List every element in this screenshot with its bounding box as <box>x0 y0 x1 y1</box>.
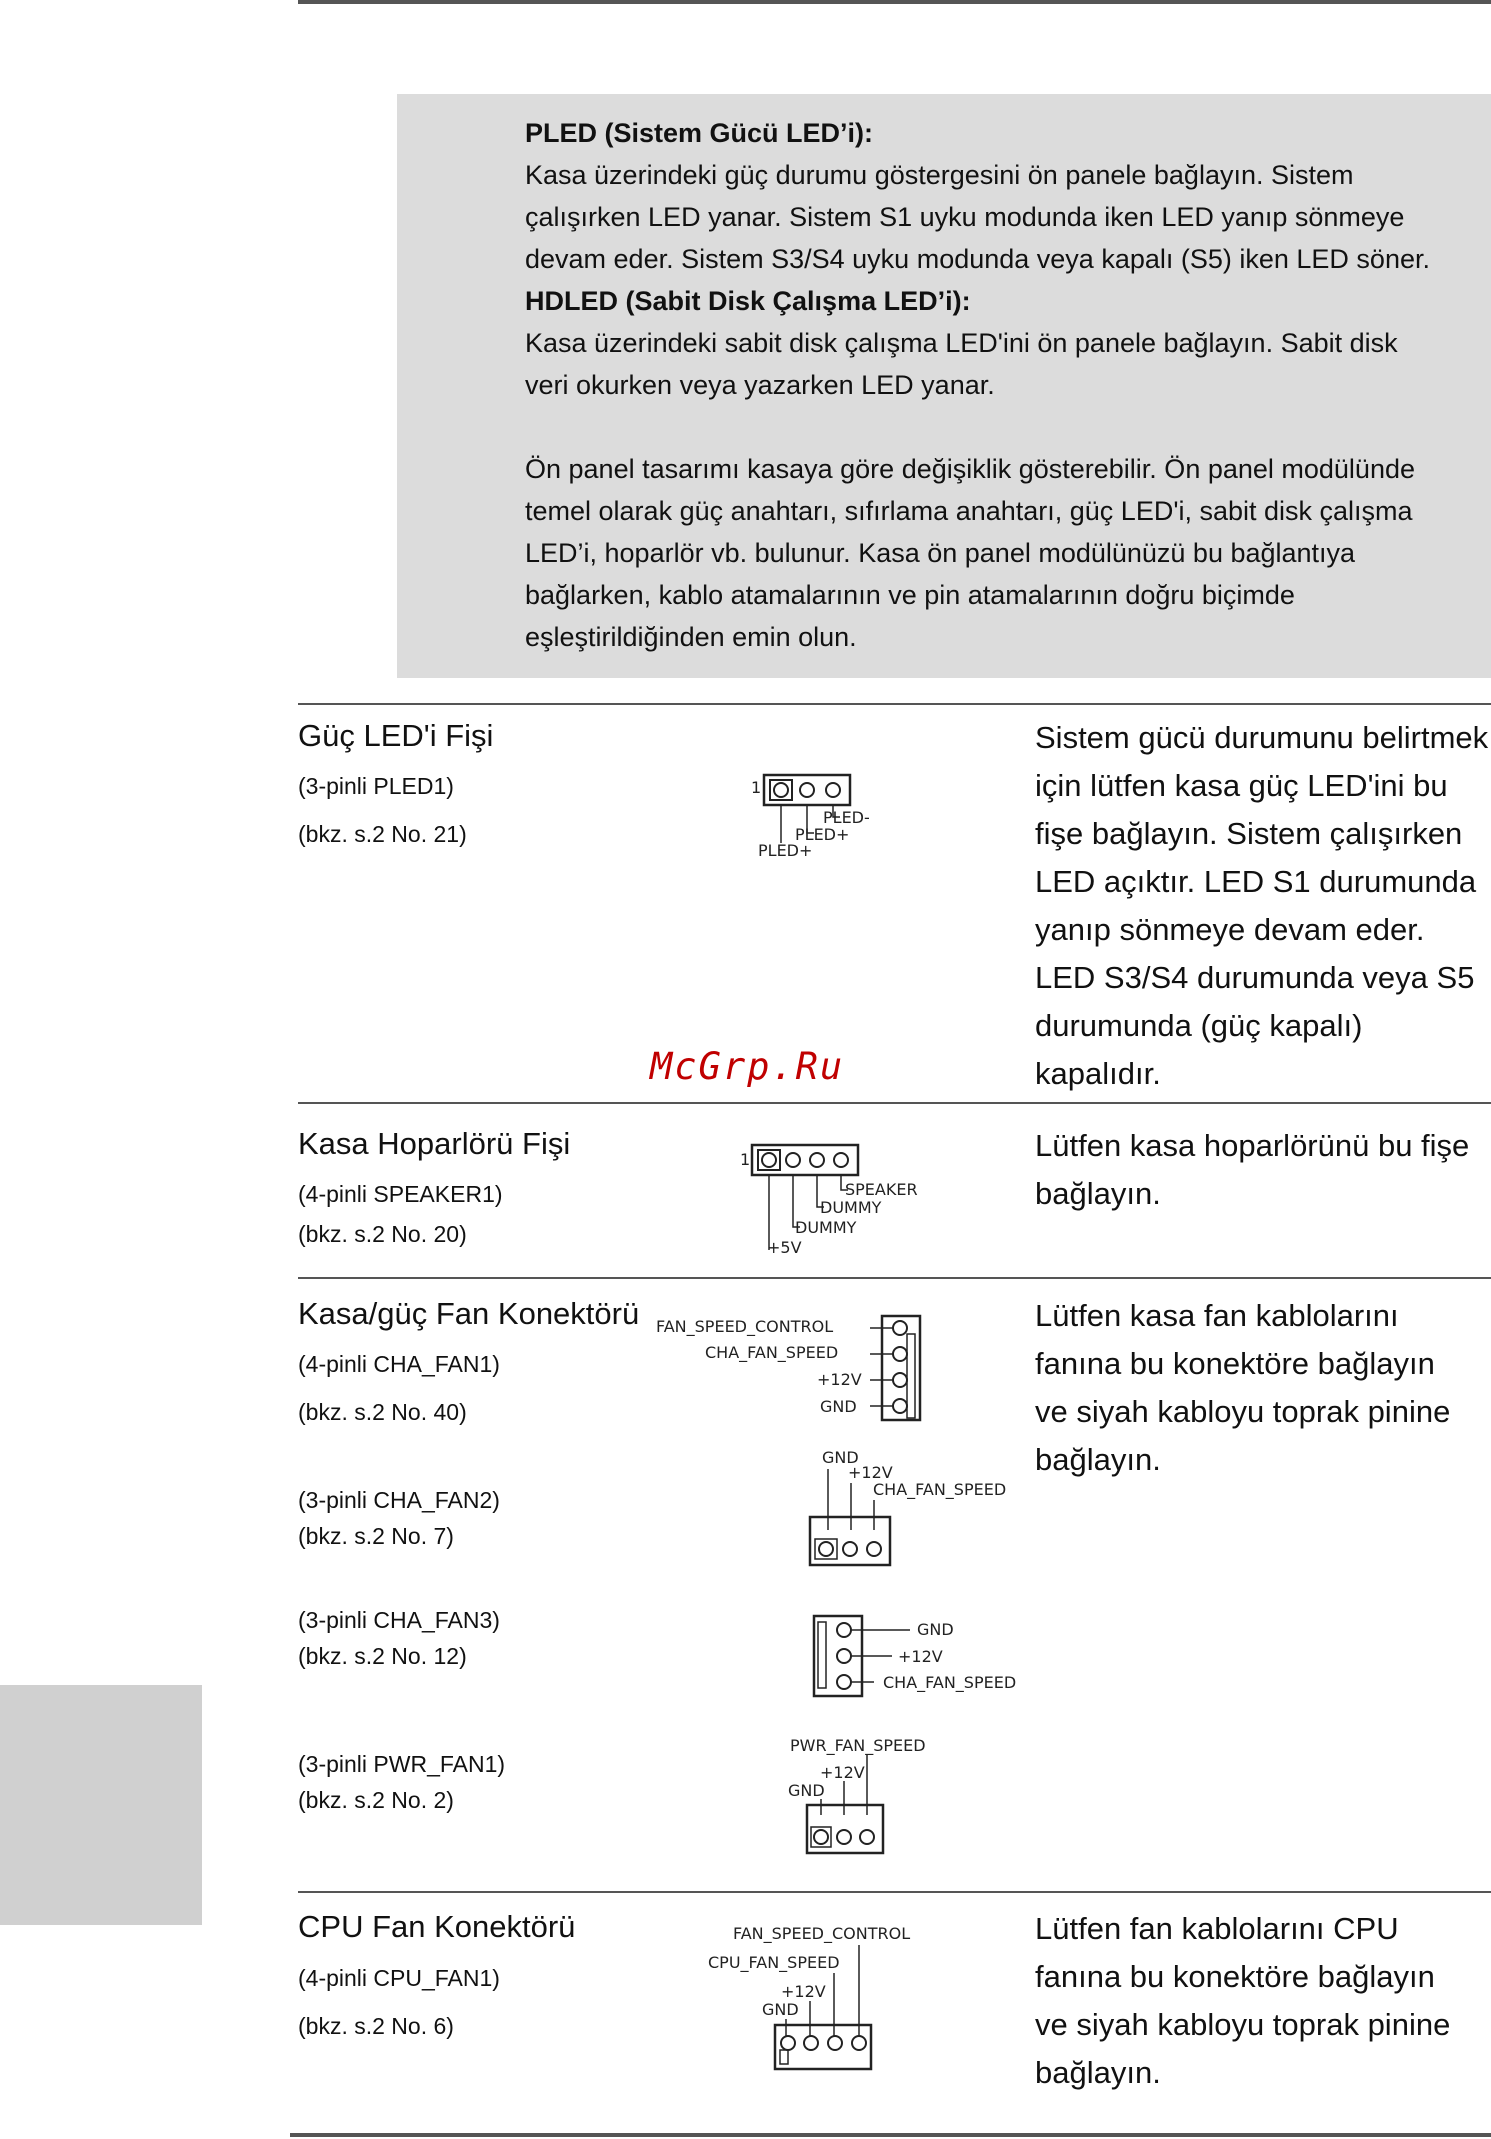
note-text <box>525 112 1491 658</box>
desc-line: Lütfen kasa fan kablolarını <box>1035 1298 1399 1333</box>
5v-label: +5V <box>767 1238 802 1257</box>
pled-heading: PLED (Sistem Gücü LED’i): <box>525 118 874 148</box>
chafan2-header-diagram <box>800 1445 1030 1570</box>
pled-description <box>1035 714 1491 1098</box>
cpufan-header-diagram <box>700 1915 940 2085</box>
note-line: temel olarak güç anahtarı, sıfırlama anahtarı, güç LED'i, sabit disk çalışma <box>525 496 1413 526</box>
section-divider <box>298 703 1491 705</box>
note-line: bağlarken, kablo atamalarının ve pin atamalarının doğru biçimde <box>525 580 1295 610</box>
desc-line: Lütfen fan kablolarını CPU <box>1035 1911 1399 1946</box>
side-tab <box>0 1685 202 1925</box>
note-line: devam eder. Sistem S3/S4 uyku modunda veya kapalı (S5) iken LED söner. <box>525 244 1430 274</box>
fan-speed-control-label: FAN_SPEED_CONTROL <box>656 1317 834 1336</box>
gnd-label: GND <box>762 2000 799 2019</box>
chafan-title: Kasa/güç Fan Konektörü <box>298 1296 640 1331</box>
pwrfan-pins: (3-pinli PWR_FAN1) <box>298 1751 506 1777</box>
desc-line: durumunda (güç kapalı) <box>1035 1008 1363 1043</box>
note-line: LED’i, hoparlör vb. bulunur. Kasa ön panel modülünüzü bu bağlantıya <box>525 538 1356 568</box>
note-line: çalışırken LED yanar. Sistem S1 uyku modunda iken LED yanıp sönmeye <box>525 202 1405 232</box>
12v-label: +12V <box>781 1982 826 2001</box>
chafan1-ref: (bkz. s.2 No. 40) <box>298 1399 467 1425</box>
desc-line: LED açıktır. LED S1 durumunda <box>1035 864 1477 899</box>
chafan3-header-diagram <box>810 1612 1040 1702</box>
gnd-label: GND <box>822 1448 859 1467</box>
desc-line: fişe bağlayın. Sistem çalışırken <box>1035 816 1463 851</box>
desc-line: ve siyah kabloyu toprak pinine <box>1035 2007 1451 2042</box>
cpufan-title: CPU Fan Konektörü <box>298 1909 576 1944</box>
speaker-ref: (bkz. s.2 No. 20) <box>298 1221 467 1247</box>
fan-speed-control-label: FAN_SPEED_CONTROL <box>733 1924 911 1943</box>
desc-line: için lütfen kasa güç LED'ini bu <box>1035 768 1448 803</box>
speaker-header-diagram <box>730 1135 930 1265</box>
pwr-fan-speed-label: PWR_FAN_SPEED <box>790 1736 926 1755</box>
pled-plus-label: PLED+ <box>795 825 850 844</box>
cpufan-description <box>1035 1905 1491 2097</box>
12v-label: +12V <box>898 1647 943 1666</box>
chafan-description <box>1035 1292 1491 1484</box>
section-divider <box>298 1102 1491 1104</box>
desc-line: bağlayın. <box>1035 2055 1161 2090</box>
desc-line: bağlayın. <box>1035 1442 1161 1477</box>
watermark: McGrp.Ru <box>650 1045 845 1088</box>
desc-line: bağlayın. <box>1035 1176 1161 1211</box>
12v-label: +12V <box>820 1763 865 1782</box>
desc-line: Sistem gücü durumunu belirtmek <box>1035 720 1489 755</box>
cha-fan-speed-label: CHA_FAN_SPEED <box>883 1673 1017 1692</box>
speaker-label: SPEAKER <box>845 1180 918 1199</box>
desc-line: ve siyah kabloyu toprak pinine <box>1035 1394 1451 1429</box>
pwrfan-ref: (bkz. s.2 No. 2) <box>298 1787 454 1813</box>
note-line: veri okurken veya yazarken LED yanar. <box>525 370 995 400</box>
12v-label: +12V <box>817 1370 862 1389</box>
top-rule <box>298 0 1491 4</box>
desc-line: Lütfen kasa hoparlörünü bu fişe <box>1035 1128 1470 1163</box>
note-line: Kasa üzerindeki güç durumu göstergesini ön panele bağlayın. Sistem <box>525 160 1354 190</box>
note-line: eşleştirildiğinden emin olun. <box>525 622 857 652</box>
dummy-label: DUMMY <box>820 1198 882 1217</box>
chafan3-ref: (bkz. s.2 No. 12) <box>298 1643 467 1669</box>
speaker-description <box>1035 1122 1491 1218</box>
cpufan-ref: (bkz. s.2 No. 6) <box>298 2013 454 2039</box>
pled-plus-label: PLED+ <box>758 841 813 860</box>
chafan2-pins: (3-pinli CHA_FAN2) <box>298 1487 500 1513</box>
pwrfan-header-diagram <box>785 1733 965 1858</box>
pled-title: Güç LED'i Fişi <box>298 718 494 753</box>
pled-ref: (bkz. s.2 No. 21) <box>298 821 467 847</box>
pled-header-diagram <box>740 765 900 865</box>
cpu-fan-speed-label: CPU_FAN_SPEED <box>708 1953 840 1972</box>
desc-line: yanıp sönmeye devam eder. <box>1035 912 1425 947</box>
pled-pins: (3-pinli PLED1) <box>298 773 454 799</box>
speaker-title: Kasa Hoparlörü Fişi <box>298 1126 571 1161</box>
dummy-label: DUMMY <box>795 1218 857 1237</box>
bottom-rule <box>290 2133 1491 2137</box>
desc-line: fanına bu konektöre bağlayın <box>1035 1959 1435 1994</box>
speaker-pins: (4-pinli SPEAKER1) <box>298 1181 503 1207</box>
section-divider <box>298 1891 1491 1893</box>
desc-line: kapalıdır. <box>1035 1056 1161 1091</box>
chafan1-header-diagram <box>650 1310 940 1420</box>
note-line: Ön panel tasarımı kasaya göre değişiklik gösterebilir. Ön panel modülünde <box>525 454 1415 484</box>
chafan1-pins: (4-pinli CHA_FAN1) <box>298 1351 500 1377</box>
note-line: Kasa üzerindeki sabit disk çalışma LED'ini ön panele bağlayın. Sabit disk <box>525 328 1398 358</box>
desc-line: LED S3/S4 durumunda veya S5 <box>1035 960 1475 995</box>
pin1-label: 1 <box>751 778 762 797</box>
gnd-label: GND <box>820 1397 857 1416</box>
cpufan-pins: (4-pinli CPU_FAN1) <box>298 1965 500 1991</box>
pin1-label: 1 <box>740 1150 751 1169</box>
chafan3-pins: (3-pinli CHA_FAN3) <box>298 1607 500 1633</box>
section-divider <box>298 1277 1491 1279</box>
cha-fan-speed-label: CHA_FAN_SPEED <box>705 1343 839 1362</box>
gnd-label: GND <box>788 1781 825 1800</box>
12v-label: +12V <box>848 1463 893 1482</box>
gnd-label: GND <box>917 1620 954 1639</box>
cha-fan-speed-label: CHA_FAN_SPEED <box>873 1480 1007 1499</box>
desc-line: fanına bu konektöre bağlayın <box>1035 1346 1435 1381</box>
pled-minus-label: PLED- <box>823 808 870 827</box>
hdled-heading: HDLED (Sabit Disk Çalışma LED’i): <box>525 286 971 316</box>
chafan2-ref: (bkz. s.2 No. 7) <box>298 1523 454 1549</box>
